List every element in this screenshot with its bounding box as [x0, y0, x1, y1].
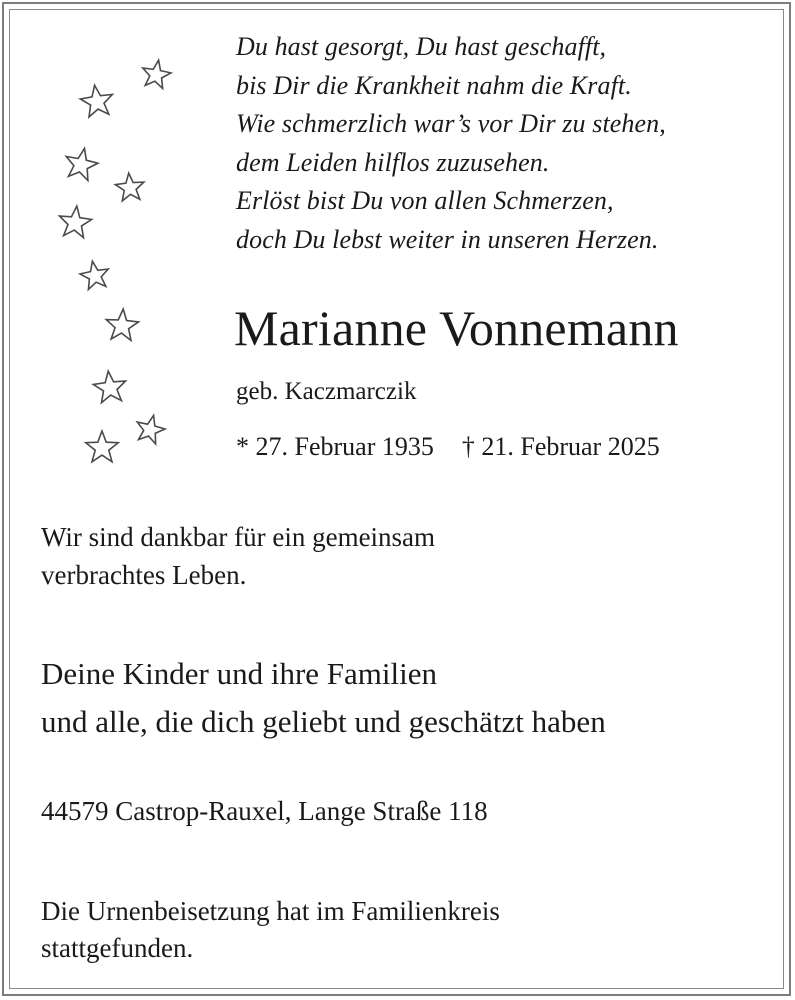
star-icon — [86, 431, 118, 462]
poem-line: doch Du lebst weiter in unseren Herzen. — [236, 224, 659, 254]
address: 44579 Castrop-Rauxel, Lange Straße 118 — [41, 796, 488, 826]
mourners-line: Deine Kinder und ihre Familien — [41, 656, 438, 691]
poem-line: dem Leiden hilflos zuzusehen. — [236, 147, 550, 177]
star-icon — [106, 309, 138, 340]
star-icon — [115, 173, 143, 201]
star-icon — [93, 371, 125, 403]
stars-decoration — [55, 50, 195, 470]
poem-line: Wie schmerzlich war’s vor Dir zu stehen, — [236, 109, 666, 138]
gratitude-line: Wir sind dankbar für ein gemeinsam — [41, 522, 436, 552]
mourners-line: und alle, die dich geliebt und geschätzt haben — [41, 704, 606, 739]
life-dates — [236, 432, 660, 462]
poem-line: Du hast gesorgt, Du hast geschafft, — [236, 32, 607, 61]
star-icon — [60, 206, 92, 238]
mourners — [41, 650, 606, 746]
star-icon — [66, 148, 98, 180]
funeral-note — [41, 893, 500, 967]
star-icon — [143, 60, 171, 88]
star-icon — [80, 261, 108, 289]
poem — [236, 28, 666, 259]
gratitude-line: verbrachtes Leben. — [41, 560, 247, 590]
poem-line: Erlöst bist Du von allen Schmerzen, — [236, 186, 614, 215]
funeral-note-line: Die Urnenbeisetzung hat im Familienkreis — [41, 896, 500, 926]
birth-name: geb. Kaczmarczik — [236, 378, 417, 405]
funeral-note-line: stattgefunden. — [41, 933, 194, 963]
poem-line: bis Dir die Krankheit nahm die Kraft. — [236, 70, 632, 100]
star-icon — [137, 415, 165, 444]
star-icon — [80, 85, 112, 117]
birth-date: * 27. Februar 1935 — [236, 432, 434, 461]
gratitude-text — [41, 518, 435, 594]
deceased-name: Marianne Vonnemann — [234, 300, 679, 356]
death-date: † 21. Februar 2025 — [461, 432, 660, 461]
